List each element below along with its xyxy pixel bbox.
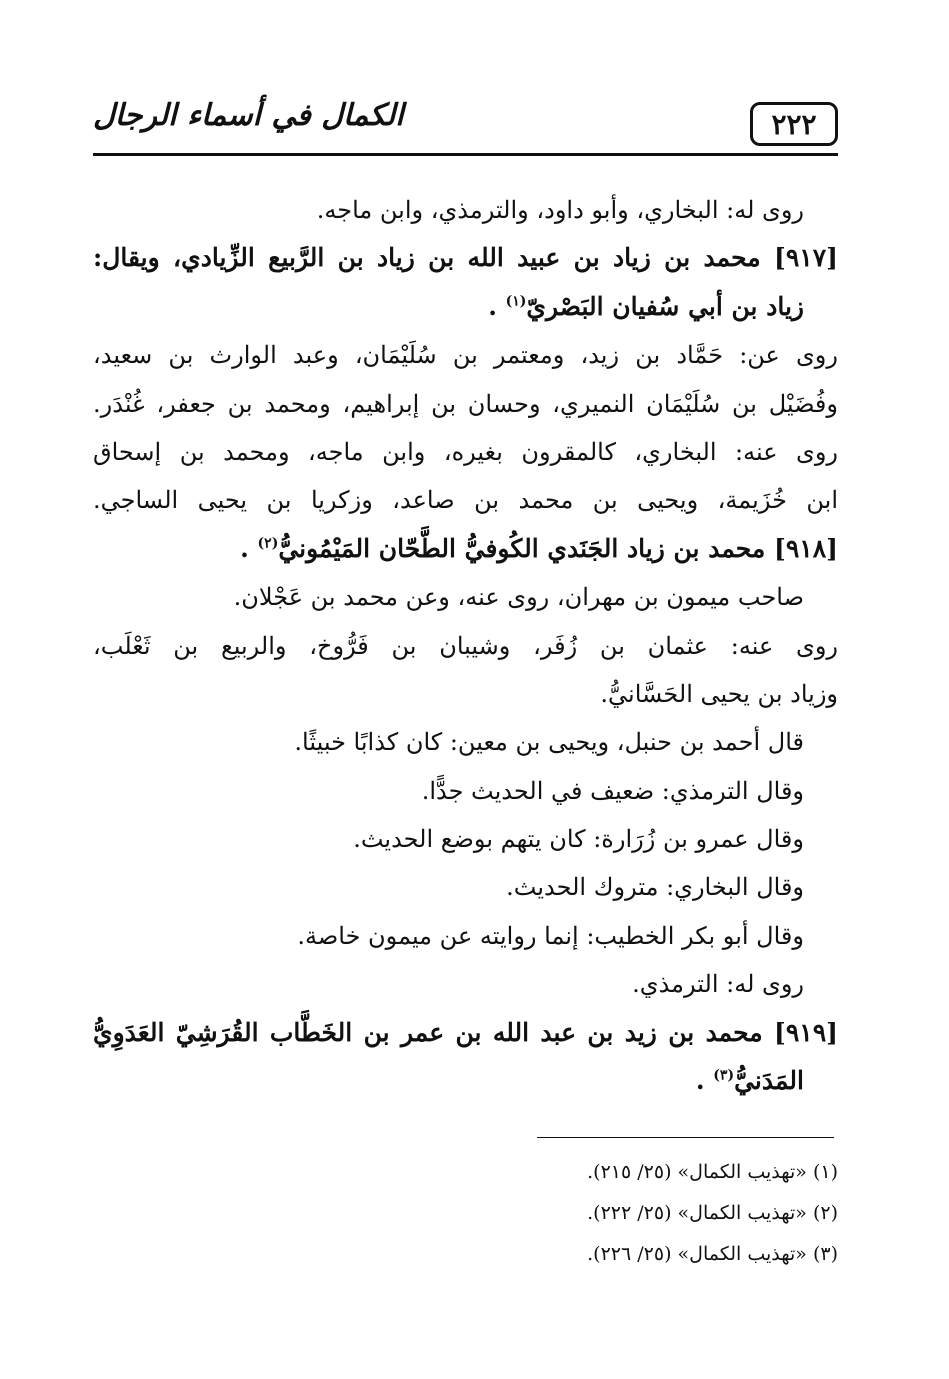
main-text: [93, 186, 838, 1105]
text-line: روى عنه: البخاري، كالمقرون بغيره، وابن ماجه، ومحمد بن إسحاق: [93, 437, 838, 466]
text-line: روى عنه: عثمان بن زُفَر، وشيبان بن فَرُّوخ، والربيع بن ثَعْلَب،: [93, 631, 838, 660]
footnote-rule: [537, 1137, 834, 1138]
entry-heading-919: [٩١٩] محمد بن زيد بن عبد الله بن عمر بن الخَطَّاب القُرَشِيّ العَدَوِيُّ: [93, 1017, 838, 1047]
text-line: روى عن: حَمَّاد بن زيد، ومعتمر بن سُلَيْمَان، وعبد الوارث بن سعيد،: [93, 341, 838, 370]
page-number: ٢٢٢: [750, 102, 838, 146]
text-line: صاحب ميمون بن مهران، روى عنه، وعن محمد بن عَجْلان.: [233, 583, 804, 612]
footnote: (١) «تهذيب الكمال» (٢٥/ ٢١٥).: [587, 1161, 838, 1183]
text-line: وفُضَيْل بن سُلَيْمَان النميري، وحسان بن إبراهيم، ومحمد بن جعفر، غُنْدَر.: [93, 389, 838, 418]
text-line: ابن خُزَيمة، ويحيى بن محمد بن صاعد، وزكريا بن يحيى الساجي.: [93, 486, 838, 515]
text-line: روى له: البخاري، وأبو داود، والترمذي، وابن ماجه.: [316, 196, 804, 224]
text-line: وزياد بن يحيى الحَسَّانيُّ.: [600, 679, 838, 708]
running-title: الكمال في أسماء الرجال: [93, 98, 404, 133]
footnote-ref: (٣): [713, 1067, 735, 1084]
footnote-ref: (١): [505, 293, 527, 310]
header-rule: [93, 153, 838, 156]
footnote-ref: (٢): [257, 535, 279, 552]
entry-heading-919-cont: المَدَنيُّ$^{(٣)}$ .: [695, 1066, 804, 1096]
text-line: روى له: الترمذي.: [632, 970, 804, 999]
text-line: وقال عمرو بن زُرَارة: كان يتهم بوضع الحديث.: [353, 825, 804, 854]
text-line: وقال البخاري: متروك الحديث.: [506, 873, 804, 902]
text-line: قال أحمد بن حنبل، ويحيى بن معين: كان كذابًا خبيثًا.: [294, 728, 804, 757]
entry-heading-917: [٩١٧] محمد بن زياد بن عبيد الله بن زياد بن الرَّبيع الزِّيادي، ويقال:: [93, 243, 838, 273]
footnotes: [93, 1152, 838, 1275]
text-line: وقال أبو بكر الخطيب: إنما روايته عن ميمون خاصة.: [297, 921, 804, 950]
footnote: (٢) «تهذيب الكمال» (٢٥/ ٢٢٢).: [587, 1202, 838, 1224]
entry-heading-917-cont: زياد بن أبي سُفيان البَصْريّ$^{(١)}$ .: [488, 291, 804, 321]
text-line: وقال الترمذي: ضعيف في الحديث جدًّا.: [421, 776, 804, 805]
page-header: [93, 96, 838, 158]
entry-heading-918: [٩١٨] محمد بن زياد الجَنَدي الكُوفيُّ الطَّحّان المَيْمُونيُّ$^{(٢)}$ .: [240, 533, 838, 563]
footnote: (٣) «تهذيب الكمال» (٢٥/ ٢٢٦).: [587, 1243, 838, 1265]
